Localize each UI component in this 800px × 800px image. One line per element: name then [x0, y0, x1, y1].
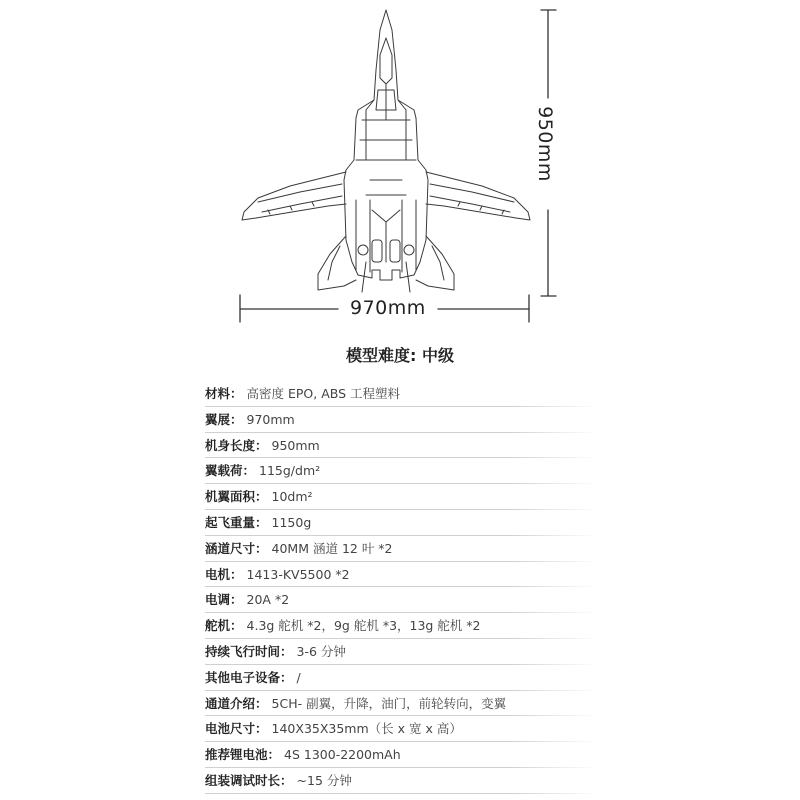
width-label: 970mm — [350, 297, 426, 319]
spec-row-material — [205, 381, 597, 407]
difficulty-heading: 模型难度: 中级 — [346, 346, 454, 365]
spec-label: 翼载荷： — [205, 463, 256, 479]
spec-label: 翼展： — [205, 411, 243, 427]
spec-value: ~15 分钟 — [296, 772, 352, 788]
spec-value: 4.3g 舵机 *2，9g 舵机 *3，13g 舵机 *2 — [246, 618, 481, 634]
spec-value: 40MM 涵道 12 叶 *2 — [271, 540, 393, 556]
spec-row-wingspan — [205, 407, 597, 433]
spec-value: / — [296, 669, 301, 685]
spec-value: 3-6 分钟 — [296, 643, 346, 659]
spec-row-recommended-battery — [205, 742, 597, 768]
aircraft-diagram — [0, 0, 800, 340]
spec-value: 5CH- 副翼，升降，油门，前轮转向，变翼 — [271, 695, 507, 711]
spec-value: 140X35X35mm（长 x 宽 x 高） — [271, 721, 462, 737]
spec-label: 其他电子设备： — [205, 669, 293, 685]
spec-row-motor — [205, 562, 597, 588]
spec-label: 通道介绍： — [205, 695, 268, 711]
aircraft-outline — [242, 10, 530, 292]
spec-row-fuselage-length — [205, 433, 597, 459]
spec-row-takeoff-weight — [205, 510, 597, 536]
spec-value: 1413-KV5500 *2 — [246, 566, 350, 582]
spec-row-flight-time — [205, 639, 597, 665]
spec-value: 950mm — [271, 437, 320, 453]
spec-value: 4S 1300-2200mAh — [284, 747, 401, 763]
spec-label: 舵机： — [205, 618, 243, 634]
spec-row-servo — [205, 613, 597, 639]
spec-label: 涵道尺寸： — [205, 540, 268, 556]
spec-row-channels — [205, 691, 597, 717]
spec-value: 970mm — [246, 411, 295, 427]
spec-row-other-electronics — [205, 665, 597, 691]
spec-row-battery-size — [205, 716, 597, 742]
spec-value: 10dm² — [271, 489, 313, 505]
spec-label: 电池尺寸： — [205, 721, 268, 737]
spec-value: 115g/dm² — [259, 463, 321, 479]
spec-table — [205, 381, 597, 794]
spec-row-assembly-time — [205, 768, 597, 794]
spec-label: 机翼面积： — [205, 489, 268, 505]
spec-label: 组装调试时长： — [205, 772, 293, 788]
spec-label: 机身长度： — [205, 437, 268, 453]
spec-row-wing-area — [205, 484, 597, 510]
spec-row-wing-loading — [205, 458, 597, 484]
spec-value: 20A *2 — [246, 592, 290, 608]
spec-label: 电机： — [205, 566, 243, 582]
spec-label: 持续飞行时间： — [205, 643, 293, 659]
spec-value: 高密度 EPO, ABS 工程塑料 — [246, 386, 401, 401]
spec-label: 电调： — [205, 592, 243, 608]
spec-label: 材料： — [205, 386, 243, 401]
height-label: 950mm — [533, 106, 556, 182]
spec-row-edf-size — [205, 536, 597, 562]
spec-row-esc — [205, 587, 597, 613]
spec-value: 1150g — [271, 514, 312, 530]
spec-label: 起飞重量： — [205, 514, 268, 530]
spec-label: 推荐锂电池： — [205, 747, 281, 763]
